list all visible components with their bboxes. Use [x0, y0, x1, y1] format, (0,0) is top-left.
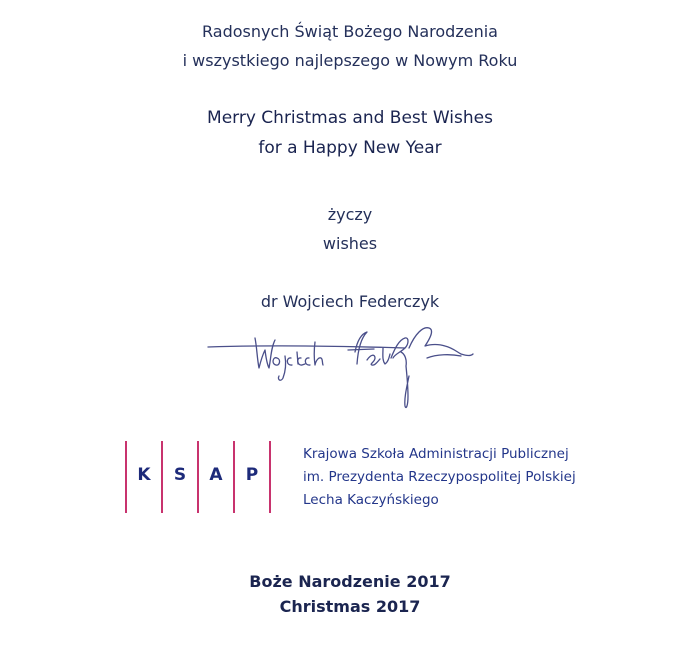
- greeting-polish-line-1: Radosnych Świąt Bożego Narodzenia: [202, 22, 498, 41]
- handwritten-signature: [205, 318, 480, 413]
- footer-polish: Boże Narodzenie 2017: [249, 572, 451, 591]
- institution-line-1: Krajowa Szkoła Administracji Publicznej: [303, 446, 569, 462]
- greeting-english-line-2: for a Happy New Year: [258, 138, 442, 158]
- logo-letter-p: P: [245, 465, 259, 485]
- logo-letter-s: S: [173, 465, 187, 485]
- logo-bar-5: [269, 441, 271, 513]
- wishes-polish: życzy: [327, 205, 373, 224]
- greeting-polish-line-2: i wszystkiego najlepszego w Nowym Roku: [182, 51, 518, 70]
- greeting-english-line-1: Merry Christmas and Best Wishes: [207, 108, 493, 128]
- sender-name: dr Wojciech Federczyk: [260, 292, 440, 311]
- institution-line-3: Lecha Kaczyńskiego: [303, 492, 439, 508]
- institution-line-2: im. Prezydenta Rzeczypospolitej Polskiej: [303, 469, 576, 485]
- logo-letter-a: A: [209, 465, 223, 485]
- wishes-english: wishes: [322, 234, 378, 253]
- institution-name: [303, 443, 576, 512]
- footer-english: Christmas 2017: [279, 597, 421, 616]
- ksap-logo: [125, 441, 271, 513]
- logo-letter-k: K: [137, 465, 151, 485]
